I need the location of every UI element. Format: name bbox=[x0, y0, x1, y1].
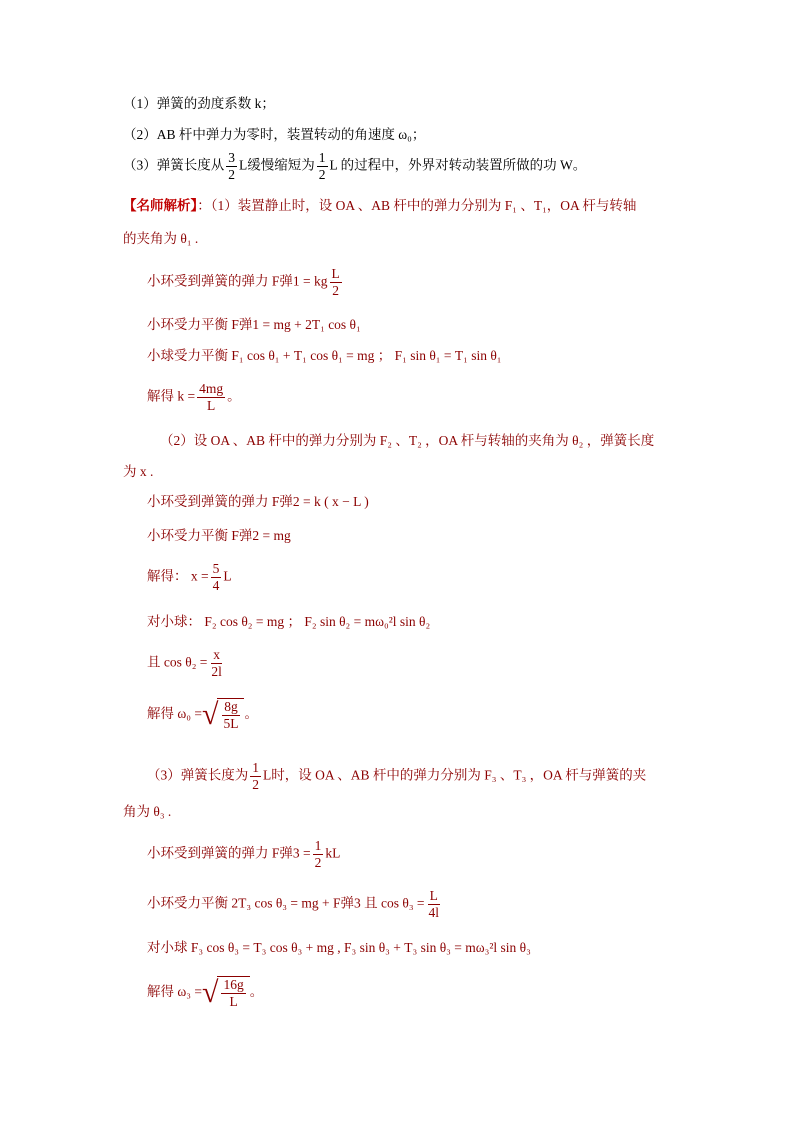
p3-line-3: 对小球 F₃ cos θ₃ = T₃ cos θ₃ + mg , F₃ sin θ₃ + T₃ sin θ₃ = mω₃²l sin θ₃ bbox=[147, 940, 531, 955]
question-3-suffix: L 的过程中，外界对转动装置所做的功 W。 bbox=[329, 157, 587, 173]
p3-intro-b: L时，设 OA 、AB 杆中的弹力分别为 F₃ 、T₃ ，OA 杆与弹簧的夹 bbox=[263, 767, 647, 783]
p2-line-3-text: 解得： x = bbox=[147, 568, 209, 584]
p2-line-5 bbox=[147, 647, 226, 680]
fraction bbox=[250, 760, 261, 793]
p3-intro-2: 角为 θ₃ . bbox=[123, 804, 172, 819]
p2-line-4: 对小球： F₂ cos θ₂ = mg ； F₂ sin θ₂ = mω₀²l sin θ₂ bbox=[147, 614, 431, 629]
question-2: （2）AB 杆中弹力为零时，装置转动的角速度 ω₀； bbox=[123, 127, 426, 142]
p2-line-6 bbox=[147, 698, 258, 732]
fraction bbox=[221, 977, 245, 1010]
analysis-label: 【名师解析】 bbox=[123, 198, 198, 213]
radical-sign: √ bbox=[201, 698, 219, 731]
numerator: 8g bbox=[224, 699, 238, 714]
p3-line-1 bbox=[147, 838, 340, 871]
fraction bbox=[427, 888, 442, 921]
p2-line-5-text: 且 cos θ₂ = bbox=[147, 654, 208, 670]
p2-intro: （2）设 OA 、AB 杆中的弹力分别为 F₂ 、T₂ ，OA 杆与转轴的夹角为 θ₂ ，弹簧长度 bbox=[160, 433, 655, 448]
p3-line-1-end: kL bbox=[325, 845, 341, 861]
numerator: L bbox=[429, 888, 438, 903]
analysis-intro bbox=[123, 197, 636, 215]
fraction bbox=[226, 150, 237, 183]
denominator: 2 bbox=[252, 777, 259, 792]
numerator: x bbox=[213, 647, 221, 662]
question-3-prefix: （3）弹簧长度从 bbox=[123, 157, 225, 173]
p3-intro bbox=[147, 760, 646, 793]
p3-line-2 bbox=[147, 888, 443, 921]
p2-line-3-end: L bbox=[223, 568, 232, 584]
p2-line-6-text: 解得 ω₀ = bbox=[147, 706, 202, 722]
square-root bbox=[202, 976, 250, 1010]
p3-line-4 bbox=[147, 976, 263, 1010]
fraction bbox=[221, 699, 240, 732]
p3-line-1-text: 小环受到弹簧的弹力 F弹3 = bbox=[147, 845, 311, 861]
p3-line-2-text: 小环受力平衡 2T₃ cos θ₃ = mg + F弹3 且 cos θ₃ = bbox=[147, 895, 425, 911]
p2-line-1: 小环受到弹簧的弹力 F弹2 = k ( x − L ) bbox=[147, 494, 369, 509]
numerator: 5 bbox=[212, 561, 220, 576]
question-1: （1）弹簧的劲度系数 k； bbox=[123, 96, 275, 111]
numerator: L bbox=[331, 266, 340, 281]
p2-line-6-end: 。 bbox=[244, 706, 258, 722]
denominator: 4 bbox=[212, 578, 220, 593]
denominator: 2 bbox=[332, 283, 339, 298]
numerator: 1 bbox=[318, 150, 326, 165]
analysis-intro-text: ：（1）装置静止时，设 OA 、AB 杆中的弹力分别为 F₁ 、T₁，OA 杆与转轴 bbox=[197, 198, 637, 213]
p1-line-4 bbox=[147, 381, 241, 414]
p1-line-1 bbox=[147, 266, 344, 299]
denominator: 4l bbox=[428, 905, 440, 920]
radicand bbox=[217, 698, 244, 732]
fraction bbox=[313, 838, 324, 871]
p1-line-3: 小球受力平衡 F₁ cos θ₁ + T₁ cos θ₁ = mg ； F₁ sin θ₁ = T₁ sin θ₁ bbox=[147, 348, 502, 363]
denominator: 2 bbox=[314, 855, 322, 870]
p1-line-4-text: 解得 k = bbox=[147, 388, 196, 404]
p1-line-4-end: 。 bbox=[227, 388, 241, 404]
fraction bbox=[197, 381, 225, 414]
radicand bbox=[217, 976, 249, 1010]
p3-intro-a: （3）弹簧长度为 bbox=[147, 767, 249, 783]
p3-line-4-text: 解得 ω₃ = bbox=[147, 984, 202, 1000]
fraction bbox=[211, 561, 222, 594]
p2-line-3 bbox=[147, 561, 232, 594]
question-3 bbox=[123, 150, 586, 183]
fraction bbox=[209, 647, 224, 680]
p3-line-4-end: 。 bbox=[249, 984, 264, 1000]
denominator: 2 bbox=[318, 167, 326, 182]
question-3-mid: L缓慢缩短为 bbox=[239, 157, 315, 173]
p1-line-2: 小环受力平衡 F弹1 = mg + 2T₁ cos θ₁ bbox=[147, 317, 361, 332]
p2-line-2: 小环受力平衡 F弹2 = mg bbox=[147, 528, 291, 543]
numerator: 1 bbox=[314, 838, 322, 853]
radical-sign: √ bbox=[201, 976, 219, 1009]
denominator: 2l bbox=[211, 664, 222, 679]
denominator: 2 bbox=[228, 167, 235, 182]
p2-intro-2: 为 x . bbox=[123, 464, 154, 479]
square-root bbox=[202, 698, 244, 732]
p1-line-1-text: 小环受到弹簧的弹力 F弹1 = kg bbox=[147, 273, 328, 289]
fraction bbox=[317, 150, 328, 183]
numerator: 4mg bbox=[199, 381, 224, 396]
analysis-intro-2: 的夹角为 θ₁ . bbox=[123, 231, 199, 246]
numerator: 1 bbox=[252, 760, 259, 775]
denominator: L bbox=[207, 398, 216, 413]
denominator: 5L bbox=[223, 716, 239, 731]
fraction bbox=[330, 266, 342, 299]
numerator: 16g bbox=[223, 977, 244, 992]
numerator: 3 bbox=[228, 150, 235, 165]
denominator: L bbox=[229, 994, 238, 1009]
